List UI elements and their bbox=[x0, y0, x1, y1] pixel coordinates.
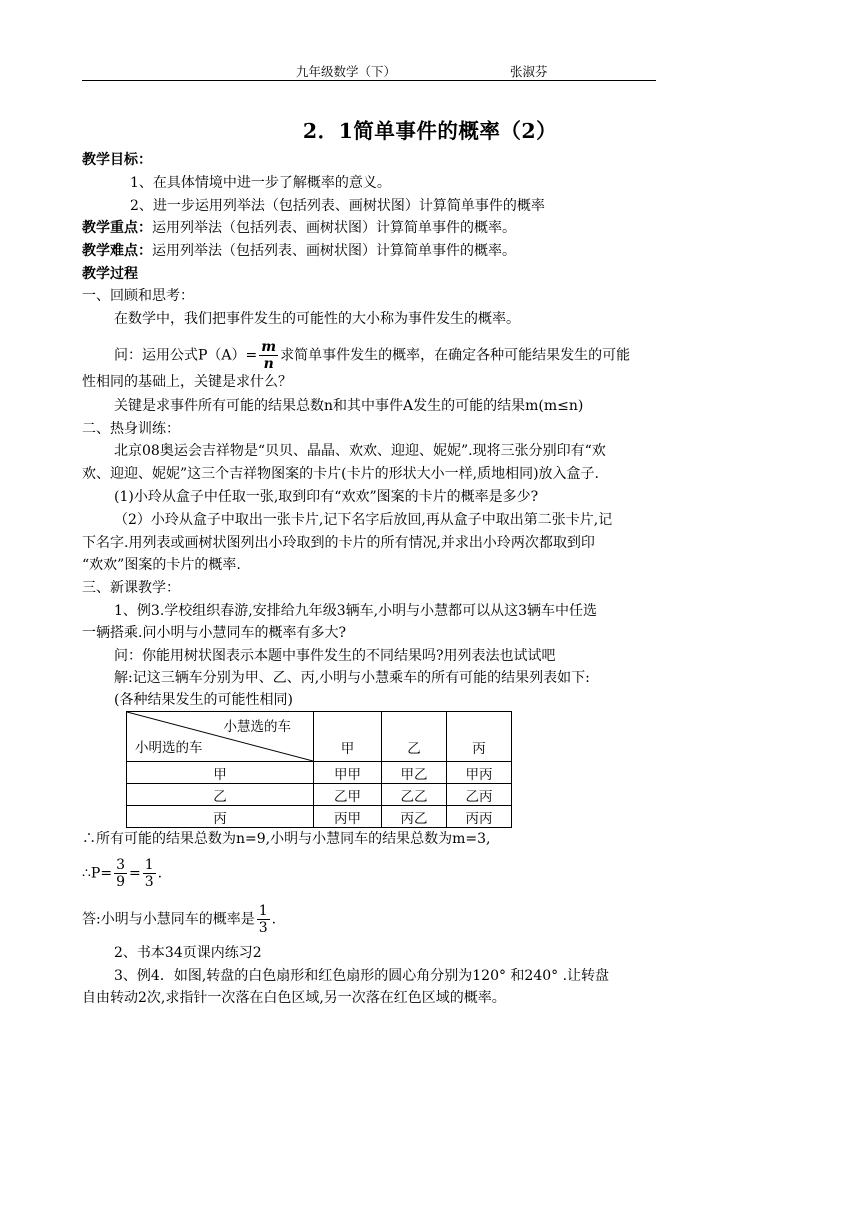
example4-line: 3、例4．如图,转盘的白色扇形和红色扇形的圆心角分别为120° 和240° .让转盘 bbox=[114, 968, 610, 984]
objective-item: 2、进一步运用列举法（包括列表、画树状图）计算简单事件的概率 bbox=[130, 198, 545, 214]
fraction-numerator: 3 bbox=[116, 857, 125, 873]
newlesson-heading: 三、新课教学： bbox=[82, 580, 180, 596]
table-cell: 甲丙 bbox=[447, 762, 512, 784]
page-header bbox=[82, 62, 656, 81]
header-course: 九年级数学（下） bbox=[296, 64, 397, 79]
corner-bottom-label: 小明选的车 bbox=[135, 740, 203, 756]
row-header: 乙 bbox=[127, 784, 314, 806]
question-prefix: 问：运用公式P（A）= bbox=[114, 347, 258, 364]
solution-line: (各种结果发生的可能性相同) bbox=[114, 692, 293, 708]
outcome-table bbox=[126, 711, 512, 828]
fraction-denominator: 3 bbox=[144, 874, 154, 890]
example-question: 问：你能用树状图表示本题中事件发生的不同结果吗?用列表法也试试吧 bbox=[114, 648, 556, 664]
review-paragraph: 在数学中，我们把事件发生的可能性的大小称为事件发生的概率。 bbox=[114, 311, 520, 327]
fraction-numerator: 1 bbox=[258, 903, 268, 919]
example-line: 1、例3.学校组织春游,安排给九年级3辆车,小明与小慧都可以从这3辆车中任选 bbox=[114, 603, 597, 619]
objective-item: 1、在具体情境中进一步了解概率的意义。 bbox=[130, 175, 391, 191]
table-cell: 乙丙 bbox=[447, 784, 512, 806]
key-point bbox=[82, 218, 516, 238]
fraction-denominator: n bbox=[263, 356, 274, 372]
fraction-numerator: 1 bbox=[144, 857, 154, 873]
col-header: 乙 bbox=[382, 712, 447, 762]
row-header: 甲 bbox=[127, 762, 314, 784]
question-suffix: 求简单事件发生的概率，在确定各种可能结果发生的可能 bbox=[280, 347, 631, 364]
warmup-line: 北京08奥运会吉祥物是“贝贝、晶晶、欢欢、迎迎、妮妮”.现将三张分别印有“欢 bbox=[114, 443, 606, 459]
example-line: 一辆搭乘.问小明与小慧同车的概率有多大? bbox=[82, 625, 346, 641]
fraction-denominator: 3 bbox=[258, 920, 268, 936]
review-answer: 关键是求事件所有可能的结果总数n和其中事件A发生的可能的结果m(m≤n) bbox=[114, 398, 584, 414]
warmup-line: (1)小玲从盒子中任取一张,取到印有“欢欢”图案的卡片的概率是多少? bbox=[114, 489, 539, 505]
header-author: 张淑芬 bbox=[510, 64, 548, 79]
table-cell: 乙甲 bbox=[314, 784, 382, 806]
example4-line: 自由转动2次,求指针一次落在白色区域,另一次落在红色区域的概率。 bbox=[82, 990, 506, 1006]
review-question-continued: 性相同的基础上，关键是求什么？ bbox=[82, 374, 292, 390]
table-cell: 乙乙 bbox=[382, 784, 447, 806]
table-row bbox=[127, 762, 512, 784]
difficulty-text: 运用列举法（包括列表、画树状图）计算简单事件的概率。 bbox=[152, 243, 516, 259]
table-cell: 丙甲 bbox=[314, 806, 382, 828]
table-cell: 甲甲 bbox=[314, 762, 382, 784]
warmup-line: （2）小玲从盒子中取出一张卡片,记下名字后放回,再从盒子中取出第二张卡片,记 bbox=[114, 512, 613, 528]
formula-fraction bbox=[259, 340, 278, 371]
key-point-text: 运用列举法（包括列表、画树状图）计算简单事件的概率。 bbox=[152, 220, 516, 236]
warmup-line: 欢、迎迎、妮妮”这三个吉祥物图案的卡片(卡片的形状大小一样,质地相同)放入盒子. bbox=[82, 466, 599, 482]
col-header: 丙 bbox=[447, 712, 512, 762]
fraction-1-3 bbox=[143, 858, 156, 889]
period: . bbox=[271, 911, 277, 928]
row-header: 丙 bbox=[127, 806, 314, 828]
exercise-line: 2、书本34页课内练习2 bbox=[114, 945, 262, 961]
table-row bbox=[127, 784, 512, 806]
solution-line: 解:记这三辆车分别为甲、乙、丙,小明与小慧乘车的所有可能的结果列表如下: bbox=[114, 670, 590, 686]
table-cell: 甲乙 bbox=[382, 762, 447, 784]
fraction-numerator: m bbox=[261, 339, 277, 355]
answer-line bbox=[82, 904, 276, 935]
warmup-line: “欢欢”图案的卡片的概率. bbox=[82, 557, 241, 573]
review-heading: 一、回顾和思考： bbox=[82, 288, 194, 304]
probability-line bbox=[82, 858, 162, 889]
review-question bbox=[114, 340, 630, 371]
table-corner bbox=[127, 712, 314, 762]
warmup-line: 下名字.用列表或画树状图列出小玲取到的卡片的所有情况,并求出小玲两次都取到印 bbox=[82, 535, 595, 551]
corner-top-label: 小慧选的车 bbox=[223, 719, 291, 735]
table-cell: 丙乙 bbox=[382, 806, 447, 828]
fraction-3-9 bbox=[114, 858, 127, 889]
key-point-label: 教学重点： bbox=[82, 220, 152, 236]
warmup-heading: 二、热身训练： bbox=[82, 421, 180, 437]
table-row bbox=[127, 806, 512, 828]
process-label: 教学过程 bbox=[82, 266, 138, 282]
equals-sign: = bbox=[128, 865, 141, 882]
page-title: 2．1简单事件的概率（2） bbox=[302, 119, 558, 143]
answer-prefix: 答:小明与小慧同车的概率是 bbox=[82, 911, 255, 928]
col-header: 甲 bbox=[314, 712, 382, 762]
period: . bbox=[157, 865, 163, 882]
difficulty-label: 教学难点： bbox=[82, 243, 152, 259]
difficulty bbox=[82, 241, 516, 261]
fraction-denominator: 9 bbox=[116, 874, 125, 890]
probability-prefix: ∴P= bbox=[82, 865, 113, 882]
objectives-label: 教学目标： bbox=[82, 152, 152, 168]
answer-fraction bbox=[257, 904, 270, 935]
conclusion-line: ∴所有可能的结果总数为n=9,小明与小慧同车的结果总数为m=3, bbox=[82, 831, 491, 847]
table-cell: 丙丙 bbox=[447, 806, 512, 828]
